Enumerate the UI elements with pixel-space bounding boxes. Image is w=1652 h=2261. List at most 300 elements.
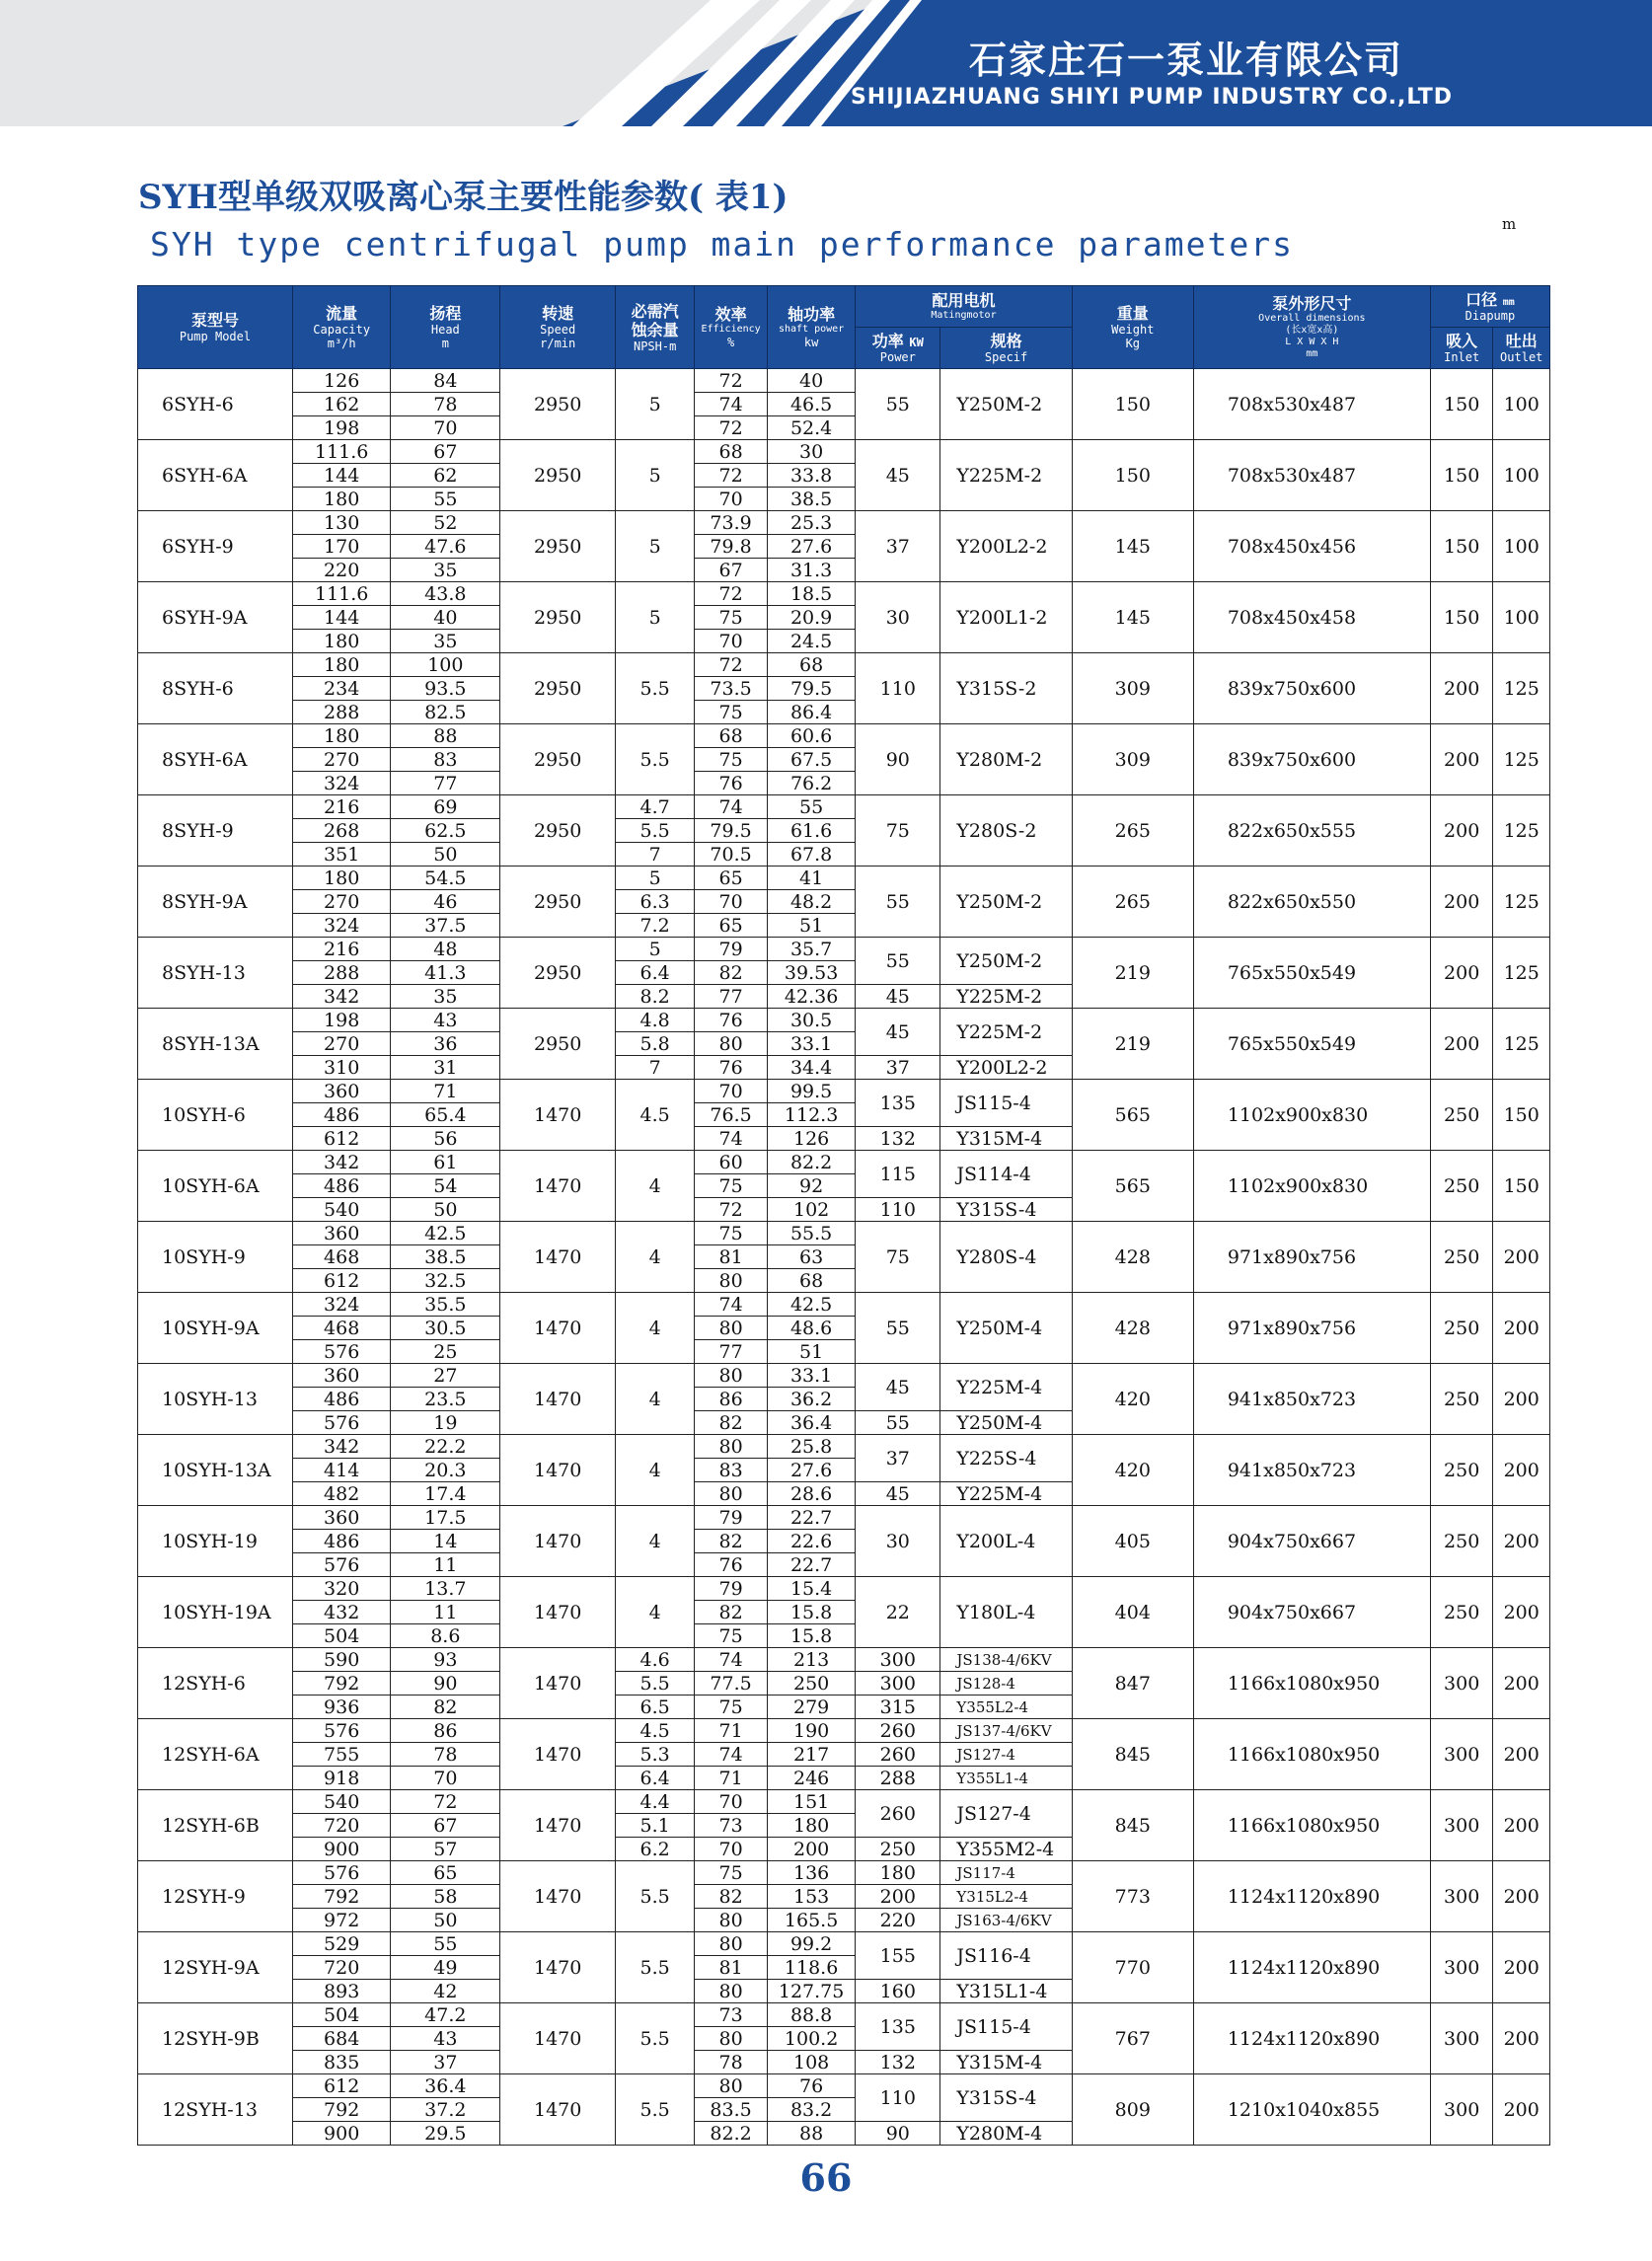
- performance-table: [137, 285, 1550, 2146]
- weight-cell: 420: [1072, 1364, 1193, 1435]
- efficiency-cell: 78: [695, 2051, 768, 2074]
- shaft-power-cell: 27.6: [768, 535, 856, 559]
- capacity-cell: 792: [292, 1885, 391, 1909]
- weight-cell: 404: [1072, 1577, 1193, 1648]
- motor-power-cell: 260: [856, 1790, 940, 1838]
- company-name-cn: 石家庄石一泵业有限公司: [968, 38, 1403, 82]
- head-cell: 11: [391, 1601, 500, 1624]
- table-row: [138, 938, 1550, 961]
- table-row: [138, 653, 1550, 677]
- speed-cell: 1470: [500, 1151, 616, 1222]
- motor-spec-cell: Y355L2-4: [940, 1696, 1072, 1719]
- pump-model-cell: 8SYH-9: [138, 795, 293, 867]
- efficiency-cell: 80: [695, 1317, 768, 1340]
- dimensions-cell: 1166x1080x950: [1193, 1648, 1430, 1719]
- efficiency-cell: 76: [695, 772, 768, 795]
- pump-model-cell: 8SYH-6A: [138, 724, 293, 795]
- npsh-cell: 6.5: [616, 1696, 695, 1719]
- table-row: [138, 1009, 1550, 1032]
- shaft-power-cell: 46.5: [768, 393, 856, 416]
- efficiency-cell: 82: [695, 1530, 768, 1553]
- inlet-cell: 250: [1430, 1577, 1493, 1648]
- head-cell: 62: [391, 464, 500, 488]
- table-row: [138, 795, 1550, 819]
- npsh-cell: 5: [616, 938, 695, 961]
- motor-spec-cell: Y250M-2: [940, 369, 1072, 440]
- motor-spec-cell: Y225M-4: [940, 1364, 1072, 1411]
- npsh-cell: 8.2: [616, 985, 695, 1009]
- table-row: [138, 1364, 1550, 1388]
- npsh-cell: 4: [616, 1577, 695, 1648]
- dimensions-cell: 708x530x487: [1193, 440, 1430, 511]
- head-cell: 67: [391, 440, 500, 464]
- efficiency-cell: 80: [695, 1364, 768, 1388]
- dimensions-cell: 1210x1040x855: [1193, 2074, 1430, 2146]
- head-cell: 82.5: [391, 701, 500, 724]
- page-header: [0, 0, 1652, 126]
- shaft-power-cell: 82.2: [768, 1151, 856, 1174]
- inlet-cell: 150: [1430, 440, 1493, 511]
- shaft-power-cell: 51: [768, 1340, 856, 1364]
- head-cell: 65: [391, 1861, 500, 1885]
- npsh-cell: 5.5: [616, 653, 695, 724]
- head-cell: 35: [391, 630, 500, 653]
- npsh-cell: 5: [616, 867, 695, 890]
- dimensions-cell: 941x850x723: [1193, 1435, 1430, 1506]
- pump-model-cell: 12SYH-6A: [138, 1719, 293, 1790]
- outlet-cell: 200: [1493, 2074, 1550, 2146]
- pump-model-cell: 12SYH-13: [138, 2074, 293, 2146]
- shaft-power-cell: 250: [768, 1672, 856, 1696]
- npsh-cell: 4: [616, 1293, 695, 1364]
- capacity-cell: 180: [292, 630, 391, 653]
- speed-cell: 2950: [500, 724, 616, 795]
- shaft-power-cell: 41: [768, 867, 856, 890]
- efficiency-cell: 76: [695, 1009, 768, 1032]
- dimensions-cell: 1166x1080x950: [1193, 1719, 1430, 1790]
- capacity-cell: 270: [292, 890, 391, 914]
- table-row: [138, 1293, 1550, 1317]
- pump-model-cell: 10SYH-9: [138, 1222, 293, 1293]
- motor-spec-cell: Y315M-4: [940, 1127, 1072, 1151]
- head-cell: 57: [391, 1838, 500, 1861]
- npsh-cell: 5.5: [616, 1672, 695, 1696]
- speed-cell: 1470: [500, 2003, 616, 2074]
- speed-cell: 2950: [500, 1009, 616, 1080]
- motor-power-cell: 110: [856, 1198, 940, 1222]
- motor-spec-cell: JS114-4: [940, 1151, 1072, 1198]
- shaft-power-cell: 22.7: [768, 1506, 856, 1530]
- weight-cell: 428: [1072, 1222, 1193, 1293]
- pump-model-cell: 8SYH-13A: [138, 1009, 293, 1080]
- shaft-power-cell: 48.2: [768, 890, 856, 914]
- efficiency-cell: 72: [695, 653, 768, 677]
- efficiency-cell: 77: [695, 985, 768, 1009]
- outlet-cell: 150: [1493, 1080, 1550, 1151]
- capacity-cell: 144: [292, 464, 391, 488]
- efficiency-cell: 73: [695, 2003, 768, 2027]
- company-name-en: SHIJIAZHUANG SHIYI PUMP INDUSTRY CO.,LTD: [850, 85, 1453, 110]
- outlet-cell: 200: [1493, 2003, 1550, 2074]
- outlet-cell: 200: [1493, 1506, 1550, 1577]
- weight-cell: 420: [1072, 1435, 1193, 1506]
- header-model: 泵型号 Pump Model: [138, 286, 293, 369]
- efficiency-cell: 81: [695, 1956, 768, 1980]
- outlet-cell: 125: [1493, 867, 1550, 938]
- shaft-power-cell: 36.2: [768, 1388, 856, 1411]
- motor-power-cell: 45: [856, 440, 940, 511]
- npsh-cell: 5.8: [616, 1032, 695, 1056]
- shaft-power-cell: 25.8: [768, 1435, 856, 1459]
- shaft-power-cell: 35.7: [768, 938, 856, 961]
- table-row: [138, 1577, 1550, 1601]
- capacity-cell: 162: [292, 393, 391, 416]
- shaft-power-cell: 246: [768, 1767, 856, 1790]
- table-row: [138, 1080, 1550, 1103]
- head-cell: 58: [391, 1885, 500, 1909]
- efficiency-cell: 70: [695, 1838, 768, 1861]
- outlet-cell: 125: [1493, 938, 1550, 1009]
- motor-spec-cell: Y315S-4: [940, 2074, 1072, 2122]
- efficiency-cell: 75: [695, 1861, 768, 1885]
- capacity-cell: 324: [292, 1293, 391, 1317]
- efficiency-cell: 70: [695, 630, 768, 653]
- capacity-cell: 486: [292, 1388, 391, 1411]
- shaft-power-cell: 20.9: [768, 606, 856, 630]
- head-cell: 47.2: [391, 2003, 500, 2027]
- weight-cell: 845: [1072, 1719, 1193, 1790]
- head-cell: 14: [391, 1530, 500, 1553]
- unit-note: m: [1502, 215, 1517, 233]
- npsh-cell: 5: [616, 582, 695, 653]
- speed-cell: 2950: [500, 795, 616, 867]
- motor-spec-cell: Y250M-2: [940, 938, 1072, 985]
- motor-spec-cell: Y225M-2: [940, 1009, 1072, 1056]
- head-cell: 37.2: [391, 2098, 500, 2122]
- outlet-cell: 100: [1493, 511, 1550, 582]
- efficiency-cell: 80: [695, 1269, 768, 1293]
- header-weight: 重量 Weight Kg: [1072, 286, 1193, 369]
- motor-power-cell: 300: [856, 1648, 940, 1672]
- shaft-power-cell: 76: [768, 2074, 856, 2098]
- capacity-cell: 612: [292, 1269, 391, 1293]
- table-row: [138, 2074, 1550, 2098]
- shaft-power-cell: 126: [768, 1127, 856, 1151]
- motor-spec-cell: JS127-4: [940, 1790, 1072, 1838]
- dimensions-cell: 904x750x667: [1193, 1577, 1430, 1648]
- motor-spec-cell: JS116-4: [940, 1932, 1072, 1980]
- weight-cell: 809: [1072, 2074, 1193, 2146]
- efficiency-cell: 75: [695, 1174, 768, 1198]
- outlet-cell: 100: [1493, 369, 1550, 440]
- efficiency-cell: 80: [695, 2027, 768, 2051]
- head-cell: 42.5: [391, 1222, 500, 1245]
- head-cell: 62.5: [391, 819, 500, 843]
- capacity-cell: 324: [292, 914, 391, 938]
- npsh-cell: 4: [616, 1435, 695, 1506]
- weight-cell: 219: [1072, 1009, 1193, 1080]
- inlet-cell: 250: [1430, 1506, 1493, 1577]
- outlet-cell: 200: [1493, 1932, 1550, 2003]
- head-cell: 43.8: [391, 582, 500, 606]
- capacity-cell: 504: [292, 1624, 391, 1648]
- capacity-cell: 198: [292, 1009, 391, 1032]
- efficiency-cell: 72: [695, 582, 768, 606]
- outlet-cell: 125: [1493, 724, 1550, 795]
- npsh-cell: 5.5: [616, 724, 695, 795]
- npsh-cell: 5.5: [616, 2003, 695, 2074]
- weight-cell: 770: [1072, 1932, 1193, 2003]
- motor-spec-cell: Y355L1-4: [940, 1767, 1072, 1790]
- speed-cell: 2950: [500, 511, 616, 582]
- efficiency-cell: 82: [695, 961, 768, 985]
- motor-spec-cell: Y280M-2: [940, 724, 1072, 795]
- shaft-power-cell: 27.6: [768, 1459, 856, 1482]
- capacity-cell: 414: [292, 1459, 391, 1482]
- shaft-power-cell: 30: [768, 440, 856, 464]
- outlet-cell: 200: [1493, 1648, 1550, 1719]
- motor-spec-cell: JS127-4: [940, 1743, 1072, 1767]
- table-row: [138, 369, 1550, 393]
- pump-model-cell: 10SYH-6: [138, 1080, 293, 1151]
- motor-power-cell: 135: [856, 2003, 940, 2051]
- npsh-cell: 4: [616, 1506, 695, 1577]
- inlet-cell: 200: [1430, 795, 1493, 867]
- motor-power-cell: 115: [856, 1151, 940, 1198]
- motor-power-cell: 45: [856, 985, 940, 1009]
- efficiency-cell: 75: [695, 1624, 768, 1648]
- inlet-cell: 200: [1430, 1009, 1493, 1080]
- speed-cell: 1470: [500, 1861, 616, 1932]
- capacity-cell: 684: [292, 2027, 391, 2051]
- head-cell: 72: [391, 1790, 500, 1814]
- efficiency-cell: 70: [695, 1790, 768, 1814]
- head-cell: 86: [391, 1719, 500, 1743]
- pump-model-cell: 12SYH-6B: [138, 1790, 293, 1861]
- capacity-cell: 288: [292, 701, 391, 724]
- table-row: [138, 867, 1550, 890]
- head-cell: 22.2: [391, 1435, 500, 1459]
- npsh-cell: 4.6: [616, 1648, 695, 1672]
- shaft-power-cell: 279: [768, 1696, 856, 1719]
- dimensions-cell: 765x550x549: [1193, 1009, 1430, 1080]
- motor-power-cell: 55: [856, 1411, 940, 1435]
- dimensions-cell: 1102x900x830: [1193, 1080, 1430, 1151]
- capacity-cell: 918: [292, 1767, 391, 1790]
- table-row: [138, 1861, 1550, 1885]
- dimensions-cell: 765x550x549: [1193, 938, 1430, 1009]
- efficiency-cell: 71: [695, 1767, 768, 1790]
- inlet-cell: 250: [1430, 1293, 1493, 1364]
- capacity-cell: 126: [292, 369, 391, 393]
- efficiency-cell: 70.5: [695, 843, 768, 867]
- inlet-cell: 300: [1430, 2003, 1493, 2074]
- motor-spec-cell: Y315L1-4: [940, 1980, 1072, 2003]
- shaft-power-cell: 55.5: [768, 1222, 856, 1245]
- capacity-cell: 198: [292, 416, 391, 440]
- inlet-cell: 150: [1430, 369, 1493, 440]
- inlet-cell: 300: [1430, 1790, 1493, 1861]
- shaft-power-cell: 33.1: [768, 1364, 856, 1388]
- shaft-power-cell: 217: [768, 1743, 856, 1767]
- efficiency-cell: 83: [695, 1459, 768, 1482]
- head-cell: 48: [391, 938, 500, 961]
- head-cell: 70: [391, 416, 500, 440]
- npsh-cell: 4.5: [616, 1080, 695, 1151]
- capacity-cell: 612: [292, 1127, 391, 1151]
- capacity-cell: 180: [292, 867, 391, 890]
- head-cell: 37: [391, 2051, 500, 2074]
- pump-model-cell: 6SYH-6A: [138, 440, 293, 511]
- npsh-cell: 4.5: [616, 1719, 695, 1743]
- shaft-power-cell: 61.6: [768, 819, 856, 843]
- capacity-cell: 893: [292, 1980, 391, 2003]
- outlet-cell: 200: [1493, 1577, 1550, 1648]
- dimensions-cell: 839x750x600: [1193, 724, 1430, 795]
- dimensions-cell: 1124x1120x890: [1193, 1861, 1430, 1932]
- head-cell: 43: [391, 1009, 500, 1032]
- shaft-power-cell: 15.8: [768, 1624, 856, 1648]
- weight-cell: 565: [1072, 1151, 1193, 1222]
- motor-spec-cell: Y200L2-2: [940, 511, 1072, 582]
- capacity-cell: 900: [292, 1838, 391, 1861]
- pump-model-cell: 10SYH-19A: [138, 1577, 293, 1648]
- shaft-power-cell: 213: [768, 1648, 856, 1672]
- table-row: [138, 1435, 1550, 1459]
- header-capacity: 流量 Capacity m³/h: [292, 286, 391, 369]
- capacity-cell: 180: [292, 488, 391, 511]
- efficiency-cell: 75: [695, 701, 768, 724]
- capacity-cell: 360: [292, 1506, 391, 1530]
- shaft-power-cell: 24.5: [768, 630, 856, 653]
- motor-power-cell: 37: [856, 511, 940, 582]
- efficiency-cell: 75: [695, 1696, 768, 1719]
- motor-power-cell: 155: [856, 1932, 940, 1980]
- inlet-cell: 300: [1430, 1719, 1493, 1790]
- capacity-cell: 504: [292, 2003, 391, 2027]
- head-cell: 31: [391, 1056, 500, 1080]
- motor-power-cell: 37: [856, 1056, 940, 1080]
- head-cell: 83: [391, 748, 500, 772]
- efficiency-cell: 79.8: [695, 535, 768, 559]
- shaft-power-cell: 38.5: [768, 488, 856, 511]
- table-row: [138, 511, 1550, 535]
- shaft-power-cell: 34.4: [768, 1056, 856, 1080]
- dimensions-cell: 971x890x756: [1193, 1222, 1430, 1293]
- shaft-power-cell: 36.4: [768, 1411, 856, 1435]
- inlet-cell: 300: [1430, 1932, 1493, 2003]
- dimensions-cell: 1166x1080x950: [1193, 1790, 1430, 1861]
- dimensions-cell: 708x450x456: [1193, 511, 1430, 582]
- pump-model-cell: 8SYH-6: [138, 653, 293, 724]
- outlet-cell: 125: [1493, 1009, 1550, 1080]
- motor-power-cell: 132: [856, 2051, 940, 2074]
- efficiency-cell: 74: [695, 1293, 768, 1317]
- speed-cell: 1470: [500, 2074, 616, 2146]
- npsh-cell: 5: [616, 369, 695, 440]
- head-cell: 55: [391, 488, 500, 511]
- head-cell: 93.5: [391, 677, 500, 701]
- header-mating-motor: 配用电机 Matingmotor: [856, 286, 1073, 328]
- motor-spec-cell: Y225S-4: [940, 1435, 1072, 1482]
- dimensions-cell: 708x450x458: [1193, 582, 1430, 653]
- shaft-power-cell: 99.5: [768, 1080, 856, 1103]
- head-cell: 36.4: [391, 2074, 500, 2098]
- efficiency-cell: 79: [695, 938, 768, 961]
- capacity-cell: 468: [292, 1245, 391, 1269]
- capacity-cell: 590: [292, 1648, 391, 1672]
- motor-spec-cell: JS128-4: [940, 1672, 1072, 1696]
- shaft-power-cell: 60.6: [768, 724, 856, 748]
- weight-cell: 145: [1072, 511, 1193, 582]
- head-cell: 77: [391, 772, 500, 795]
- dimensions-cell: 708x530x487: [1193, 369, 1430, 440]
- shaft-power-cell: 30.5: [768, 1009, 856, 1032]
- head-cell: 49: [391, 1956, 500, 1980]
- capacity-cell: 220: [292, 559, 391, 582]
- pump-model-cell: 12SYH-9B: [138, 2003, 293, 2074]
- speed-cell: 1470: [500, 1719, 616, 1790]
- shaft-power-cell: 68: [768, 1269, 856, 1293]
- shaft-power-cell: 88: [768, 2122, 856, 2146]
- capacity-cell: 234: [292, 677, 391, 701]
- weight-cell: 219: [1072, 938, 1193, 1009]
- efficiency-cell: 79: [695, 1577, 768, 1601]
- head-cell: 25: [391, 1340, 500, 1364]
- speed-cell: 2950: [500, 369, 616, 440]
- inlet-cell: 150: [1430, 511, 1493, 582]
- page-number: 66: [799, 2155, 853, 2200]
- speed-cell: 1470: [500, 1790, 616, 1861]
- inlet-cell: 150: [1430, 582, 1493, 653]
- efficiency-cell: 82: [695, 1885, 768, 1909]
- motor-spec-cell: JS115-4: [940, 1080, 1072, 1127]
- shaft-power-cell: 22.6: [768, 1530, 856, 1553]
- speed-cell: 1470: [500, 1293, 616, 1364]
- weight-cell: 767: [1072, 2003, 1193, 2074]
- shaft-power-cell: 99.2: [768, 1932, 856, 1956]
- capacity-cell: 216: [292, 795, 391, 819]
- efficiency-cell: 81: [695, 1245, 768, 1269]
- header-specification: 规格 Specif: [940, 328, 1072, 369]
- head-cell: 17.5: [391, 1506, 500, 1530]
- pump-model-cell: 10SYH-9A: [138, 1293, 293, 1364]
- efficiency-cell: 76: [695, 1056, 768, 1080]
- head-cell: 13.7: [391, 1577, 500, 1601]
- capacity-cell: 270: [292, 1032, 391, 1056]
- head-cell: 65.4: [391, 1103, 500, 1127]
- efficiency-cell: 74: [695, 795, 768, 819]
- efficiency-cell: 75: [695, 1222, 768, 1245]
- header-head: 扬程 Head m: [391, 286, 500, 369]
- weight-cell: 265: [1072, 867, 1193, 938]
- efficiency-cell: 80: [695, 1909, 768, 1932]
- outlet-cell: 200: [1493, 1293, 1550, 1364]
- inlet-cell: 200: [1430, 653, 1493, 724]
- table-row: [138, 582, 1550, 606]
- efficiency-cell: 77.5: [695, 1672, 768, 1696]
- weight-cell: 565: [1072, 1080, 1193, 1151]
- shaft-power-cell: 51: [768, 914, 856, 938]
- motor-power-cell: 260: [856, 1743, 940, 1767]
- capacity-cell: 216: [292, 938, 391, 961]
- shaft-power-cell: 127.75: [768, 1980, 856, 2003]
- capacity-cell: 288: [292, 961, 391, 985]
- weight-cell: 773: [1072, 1861, 1193, 1932]
- motor-spec-cell: Y315M-4: [940, 2051, 1072, 2074]
- shaft-power-cell: 15.4: [768, 1577, 856, 1601]
- outlet-cell: 200: [1493, 1790, 1550, 1861]
